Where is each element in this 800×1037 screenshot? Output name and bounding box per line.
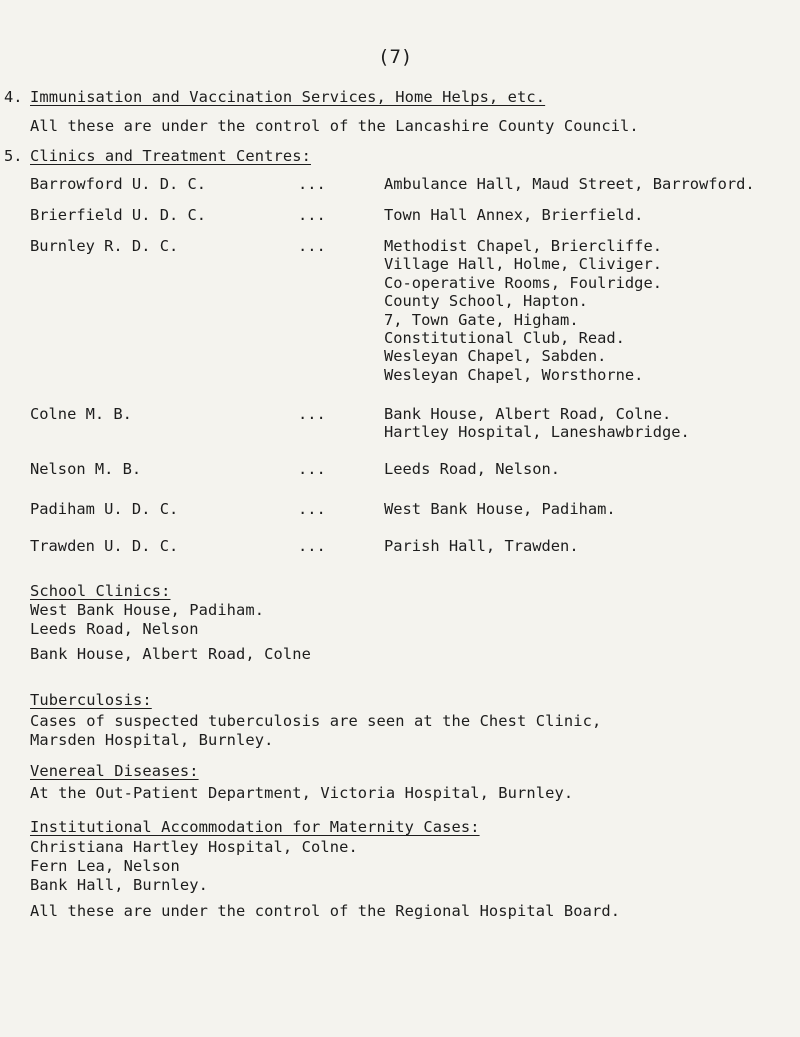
leader-dots: ... xyxy=(298,175,326,193)
district-name: Brierfield U. D. C. xyxy=(30,206,207,224)
maternity-line: Christiana Hartley Hospital, Colne. xyxy=(30,838,358,856)
venue: 7, Town Gate, Higham. xyxy=(384,310,579,329)
school-clinic-line: Leeds Road, Nelson xyxy=(30,620,199,638)
leader-dots: ... xyxy=(298,500,326,518)
section-4-heading: Immunisation and Vaccination Services, Home Helps, etc. xyxy=(30,88,546,106)
closing-text: All these are under the control of the Regional Hospital Board. xyxy=(30,902,621,920)
leader-dots: ... xyxy=(298,537,326,555)
maternity-line: Fern Lea, Nelson xyxy=(30,857,180,875)
school-clinic-line: West Bank House, Padiham. xyxy=(30,601,265,619)
page-number: (7) xyxy=(378,46,413,68)
venue: Co-operative Rooms, Foulridge. xyxy=(384,273,662,292)
section-5-number: 5. xyxy=(4,147,23,165)
venue: Constitutional Club, Read. xyxy=(384,329,625,348)
district-name: Padiham U. D. C. xyxy=(30,500,179,518)
tuberculosis-line: Marsden Hospital, Burnley. xyxy=(30,731,274,749)
venue-list xyxy=(384,175,755,193)
venue: Town Hall Annex, Brierfield. xyxy=(384,206,644,224)
maternity-heading: Institutional Accommodation for Maternity Cases: xyxy=(30,818,480,836)
venue: Wesleyan Chapel, Sabden. xyxy=(384,347,607,366)
leader-dots: ... xyxy=(298,206,326,224)
section-4-text: All these are under the control of the Lancashire County Council. xyxy=(30,117,639,135)
venue: Ambulance Hall, Maud Street, Barrowford. xyxy=(384,175,755,193)
district-name: Barrowford U. D. C. xyxy=(30,175,207,193)
venue-list xyxy=(384,500,616,518)
district-name: Colne M. B. xyxy=(30,405,132,423)
school-clinic-line: Bank House, Albert Road, Colne xyxy=(30,645,311,663)
district-name: Burnley R. D. C. xyxy=(30,237,179,255)
school-clinics-heading: School Clinics: xyxy=(30,582,171,600)
venue: Village Hall, Holme, Cliviger. xyxy=(384,255,662,274)
venue-list xyxy=(384,237,662,384)
district-name: Trawden U. D. C. xyxy=(30,537,179,555)
venue: Parish Hall, Trawden. xyxy=(384,537,579,555)
section-5-heading: Clinics and Treatment Centres: xyxy=(30,147,311,165)
venue: Hartley Hospital, Laneshawbridge. xyxy=(384,423,690,442)
leader-dots: ... xyxy=(298,460,326,478)
venereal-heading: Venereal Diseases: xyxy=(30,762,199,780)
venue: West Bank House, Padiham. xyxy=(384,500,616,518)
venue: Bank House, Albert Road, Colne. xyxy=(384,405,672,423)
venue-list xyxy=(384,206,643,224)
maternity-line: Bank Hall, Burnley. xyxy=(30,876,208,894)
leader-dots: ... xyxy=(298,405,326,423)
venue: Methodist Chapel, Briercliffe. xyxy=(384,237,662,255)
tuberculosis-line: Cases of suspected tuberculosis are seen at the Chest Clinic, xyxy=(30,712,602,730)
tuberculosis-heading: Tuberculosis: xyxy=(30,691,152,709)
venue-list xyxy=(384,537,579,555)
leader-dots: ... xyxy=(298,237,326,255)
venereal-line: At the Out-Patient Department, Victoria Hospital, Burnley. xyxy=(30,784,574,802)
venue: County School, Hapton. xyxy=(384,292,588,311)
district-name: Nelson M. B. xyxy=(30,460,142,478)
venue: Leeds Road, Nelson. xyxy=(384,460,561,478)
venue: Wesleyan Chapel, Worsthorne. xyxy=(384,365,644,384)
venue-list xyxy=(384,460,560,478)
section-4-number: 4. xyxy=(4,88,23,106)
venue-list xyxy=(384,405,690,442)
